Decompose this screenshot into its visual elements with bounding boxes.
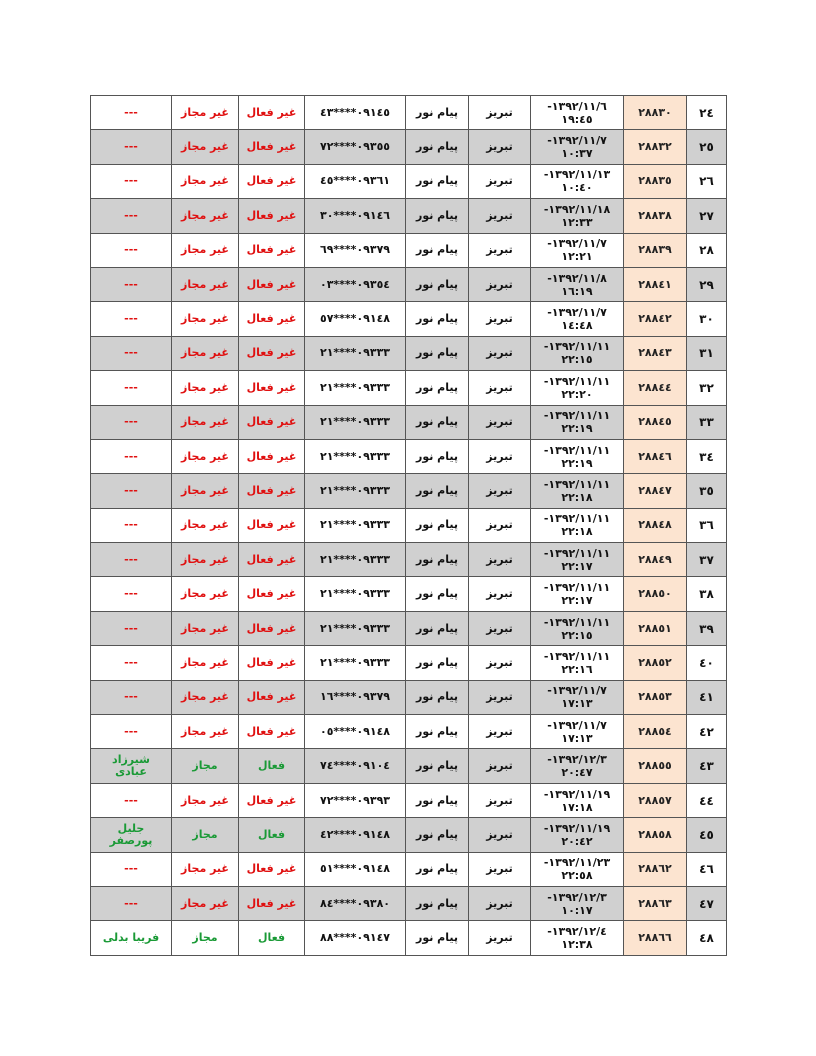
university-cell: پیام نور [406, 164, 469, 198]
record-code: ٢٨٨٥٢ [624, 646, 687, 680]
phone-cell: ٠٩٣٣٣****٢١ [305, 439, 406, 473]
university-cell: پیام نور [406, 199, 469, 233]
name-cell: --- [91, 199, 172, 233]
row-number: ٢٨ [687, 233, 727, 267]
university-cell: پیام نور [406, 96, 469, 130]
row-number: ٣٠ [687, 302, 727, 336]
permission-cell: مجاز [172, 921, 239, 955]
row-number: ٤١ [687, 680, 727, 714]
phone-cell: ٠٩١٤٨****٥١ [305, 852, 406, 886]
registration-date: ١٣٩٢/١١/٧- ١٤:٤٨ [531, 302, 624, 336]
university-cell: پیام نور [406, 886, 469, 920]
permission-cell: غیر مجاز [172, 715, 239, 749]
permission-cell: غیر مجاز [172, 680, 239, 714]
table-row [91, 543, 727, 577]
record-code: ٢٨٨٥٠ [624, 577, 687, 611]
registration-date: ١٣٩٢/١١/١١- ٢٢:١٥ [531, 611, 624, 645]
table-row [91, 680, 727, 714]
table-row [91, 646, 727, 680]
row-number: ٤٠ [687, 646, 727, 680]
university-cell: پیام نور [406, 543, 469, 577]
phone-cell: ٠٩١٤٧****٨٨ [305, 921, 406, 955]
permission-cell: غیر مجاز [172, 336, 239, 370]
university-cell: پیام نور [406, 577, 469, 611]
name-cell: --- [91, 680, 172, 714]
phone-cell: ٠٩٣٩٣****٧٢ [305, 783, 406, 817]
name-cell: --- [91, 439, 172, 473]
record-code: ٢٨٨٤٧ [624, 474, 687, 508]
name-cell: --- [91, 474, 172, 508]
registration-date: ١٣٩٢/١١/٧- ١٧:١٣ [531, 680, 624, 714]
record-code: ٢٨٨٣٨ [624, 199, 687, 233]
record-code: ٢٨٨٤٦ [624, 439, 687, 473]
row-number: ٣٧ [687, 543, 727, 577]
city-cell: تبریز [469, 302, 531, 336]
permission-cell: غیر مجاز [172, 96, 239, 130]
registration-date: ١٣٩٢/١١/١٩- ٢٠:٤٢ [531, 818, 624, 852]
permission-cell: غیر مجاز [172, 852, 239, 886]
table-row [91, 818, 727, 852]
table-row [91, 267, 727, 301]
table-row [91, 852, 727, 886]
status-cell: غیر فعال [239, 267, 305, 301]
permission-cell: غیر مجاز [172, 439, 239, 473]
university-cell: پیام نور [406, 130, 469, 164]
permission-cell: غیر مجاز [172, 164, 239, 198]
university-cell: پیام نور [406, 852, 469, 886]
status-cell: غیر فعال [239, 474, 305, 508]
record-code: ٢٨٨٥١ [624, 611, 687, 645]
record-code: ٢٨٨٦٣ [624, 886, 687, 920]
status-cell: غیر فعال [239, 680, 305, 714]
row-number: ٢٦ [687, 164, 727, 198]
permission-cell: غیر مجاز [172, 371, 239, 405]
table-row [91, 577, 727, 611]
city-cell: تبریز [469, 164, 531, 198]
name-cell: --- [91, 336, 172, 370]
record-code: ٢٨٨٥٥ [624, 749, 687, 783]
permission-cell: غیر مجاز [172, 577, 239, 611]
registration-date: ١٣٩٢/١١/١١- ٢٢:١٩ [531, 439, 624, 473]
record-code: ٢٨٨٦٦ [624, 921, 687, 955]
table-row [91, 474, 727, 508]
university-cell: پیام نور [406, 680, 469, 714]
permission-cell: غیر مجاز [172, 267, 239, 301]
permission-cell: غیر مجاز [172, 199, 239, 233]
status-cell: غیر فعال [239, 130, 305, 164]
phone-cell: ٠٩٣٦١****٤٥ [305, 164, 406, 198]
registration-date: ١٣٩٢/١١/٦- ١٩:٤٥ [531, 96, 624, 130]
name-cell: --- [91, 371, 172, 405]
city-cell: تبریز [469, 96, 531, 130]
table-row [91, 130, 727, 164]
row-number: ٢٥ [687, 130, 727, 164]
permission-cell: غیر مجاز [172, 405, 239, 439]
status-cell: غیر فعال [239, 199, 305, 233]
permission-cell: مجاز [172, 749, 239, 783]
table-row [91, 715, 727, 749]
status-cell: غیر فعال [239, 543, 305, 577]
name-cell: --- [91, 96, 172, 130]
registration-date: ١٣٩٢/١١/١١- ٢٢:١٩ [531, 405, 624, 439]
record-code: ٢٨٨٤٨ [624, 508, 687, 542]
phone-cell: ٠٩٣٣٣****٢١ [305, 474, 406, 508]
row-number: ٤٨ [687, 921, 727, 955]
permission-cell: غیر مجاز [172, 646, 239, 680]
university-cell: پیام نور [406, 371, 469, 405]
record-code: ٢٨٨٣٢ [624, 130, 687, 164]
status-cell: غیر فعال [239, 233, 305, 267]
phone-cell: ٠٩١٤٨****٤٢ [305, 818, 406, 852]
city-cell: تبریز [469, 474, 531, 508]
record-code: ٢٨٨٤٥ [624, 405, 687, 439]
city-cell: تبریز [469, 439, 531, 473]
permission-cell: غیر مجاز [172, 886, 239, 920]
table-body [91, 96, 727, 956]
university-cell: پیام نور [406, 749, 469, 783]
record-code: ٢٨٨٤٢ [624, 302, 687, 336]
phone-cell: ٠٩٣٣٣****٢١ [305, 336, 406, 370]
record-code: ٢٨٨٤٤ [624, 371, 687, 405]
city-cell: تبریز [469, 508, 531, 542]
row-number: ٢٤ [687, 96, 727, 130]
phone-cell: ٠٩١٤٨****٠٥ [305, 715, 406, 749]
table-row [91, 405, 727, 439]
name-cell: --- [91, 233, 172, 267]
registration-date: ١٣٩٢/١١/١١- ٢٢:١٧ [531, 543, 624, 577]
name-cell: --- [91, 130, 172, 164]
table-row [91, 611, 727, 645]
status-cell: غیر فعال [239, 852, 305, 886]
permission-cell: غیر مجاز [172, 130, 239, 164]
registration-date: ١٣٩٢/١١/١١- ٢٢:١٨ [531, 508, 624, 542]
row-number: ٤٢ [687, 715, 727, 749]
name-cell: --- [91, 611, 172, 645]
status-cell: غیر فعال [239, 715, 305, 749]
phone-cell: ٠٩٣٣٣****٢١ [305, 646, 406, 680]
name-cell: --- [91, 302, 172, 336]
table-row [91, 336, 727, 370]
record-code: ٢٨٨٣٥ [624, 164, 687, 198]
city-cell: تبریز [469, 233, 531, 267]
table-row [91, 783, 727, 817]
row-number: ٤٧ [687, 886, 727, 920]
name-cell: --- [91, 715, 172, 749]
status-cell: غیر فعال [239, 164, 305, 198]
registration-date: ١٣٩٢/١١/١١- ٢٢:١٧ [531, 577, 624, 611]
row-number: ٣١ [687, 336, 727, 370]
city-cell: تبریز [469, 680, 531, 714]
record-code: ٢٨٨٤٩ [624, 543, 687, 577]
row-number: ٣٥ [687, 474, 727, 508]
status-cell: غیر فعال [239, 336, 305, 370]
status-cell: فعال [239, 749, 305, 783]
city-cell: تبریز [469, 611, 531, 645]
city-cell: تبریز [469, 886, 531, 920]
city-cell: تبریز [469, 199, 531, 233]
university-cell: پیام نور [406, 715, 469, 749]
row-number: ٣٦ [687, 508, 727, 542]
registration-date: ١٣٩٢/١١/٧- ١٧:١٣ [531, 715, 624, 749]
name-cell: جلیل پورصفر [91, 818, 172, 852]
name-cell: --- [91, 267, 172, 301]
university-cell: پیام نور [406, 405, 469, 439]
phone-cell: ٠٩٣٣٣****٢١ [305, 405, 406, 439]
university-cell: پیام نور [406, 474, 469, 508]
name-cell: --- [91, 852, 172, 886]
registration-date: ١٣٩٢/١٢/٣- ١٠:١٧ [531, 886, 624, 920]
university-cell: پیام نور [406, 267, 469, 301]
record-code: ٢٨٨٦٢ [624, 852, 687, 886]
registrations-table [90, 95, 727, 956]
phone-cell: ٠٩٣٥٤****٠٣ [305, 267, 406, 301]
university-cell: پیام نور [406, 336, 469, 370]
name-cell: --- [91, 646, 172, 680]
name-cell: --- [91, 783, 172, 817]
permission-cell: مجاز [172, 818, 239, 852]
name-cell: --- [91, 405, 172, 439]
phone-cell: ٠٩٣٣٣****٢١ [305, 577, 406, 611]
city-cell: تبریز [469, 783, 531, 817]
phone-cell: ٠٩٣٣٣****٢١ [305, 371, 406, 405]
status-cell: فعال [239, 818, 305, 852]
row-number: ٣٩ [687, 611, 727, 645]
registration-date: ١٣٩٢/١١/١١- ٢٢:١٦ [531, 646, 624, 680]
name-cell: --- [91, 577, 172, 611]
city-cell: تبریز [469, 577, 531, 611]
table-row [91, 199, 727, 233]
registration-date: ١٣٩٢/١١/١٨- ١٢:٣٣ [531, 199, 624, 233]
registration-date: ١٣٩٢/١٢/٣- ٢٠:٤٧ [531, 749, 624, 783]
status-cell: غیر فعال [239, 611, 305, 645]
record-code: ٢٨٨٥٧ [624, 783, 687, 817]
university-cell: پیام نور [406, 302, 469, 336]
phone-cell: ٠٩٣٣٣****٢١ [305, 611, 406, 645]
status-cell: غیر فعال [239, 302, 305, 336]
university-cell: پیام نور [406, 646, 469, 680]
university-cell: پیام نور [406, 921, 469, 955]
record-code: ٢٨٨٣٠ [624, 96, 687, 130]
row-number: ٤٦ [687, 852, 727, 886]
table-row [91, 233, 727, 267]
row-number: ٢٩ [687, 267, 727, 301]
row-number: ٤٣ [687, 749, 727, 783]
phone-cell: ٠٩١٠٤****٧٤ [305, 749, 406, 783]
table-row [91, 439, 727, 473]
status-cell: فعال [239, 921, 305, 955]
status-cell: غیر فعال [239, 886, 305, 920]
status-cell: غیر فعال [239, 646, 305, 680]
row-number: ٢٧ [687, 199, 727, 233]
university-cell: پیام نور [406, 783, 469, 817]
row-number: ٣٣ [687, 405, 727, 439]
record-code: ٢٨٨٤١ [624, 267, 687, 301]
city-cell: تبریز [469, 921, 531, 955]
table-row [91, 96, 727, 130]
status-cell: غیر فعال [239, 783, 305, 817]
row-number: ٣٨ [687, 577, 727, 611]
university-cell: پیام نور [406, 611, 469, 645]
table-row [91, 164, 727, 198]
registration-date: ١٣٩٢/١٢/٤- ١٢:٣٨ [531, 921, 624, 955]
name-cell: --- [91, 543, 172, 577]
university-cell: پیام نور [406, 233, 469, 267]
permission-cell: غیر مجاز [172, 302, 239, 336]
table-row [91, 302, 727, 336]
city-cell: تبریز [469, 749, 531, 783]
row-number: ٤٥ [687, 818, 727, 852]
phone-cell: ٠٩٣٧٩****٦٩ [305, 233, 406, 267]
permission-cell: غیر مجاز [172, 233, 239, 267]
city-cell: تبریز [469, 130, 531, 164]
status-cell: غیر فعال [239, 439, 305, 473]
row-number: ٤٤ [687, 783, 727, 817]
phone-cell: ٠٩١٤٨****٥٧ [305, 302, 406, 336]
name-cell: فریبا بدلی [91, 921, 172, 955]
record-code: ٢٨٨٣٩ [624, 233, 687, 267]
university-cell: پیام نور [406, 508, 469, 542]
permission-cell: غیر مجاز [172, 611, 239, 645]
name-cell: شیرزاد عبادی [91, 749, 172, 783]
status-cell: غیر فعال [239, 405, 305, 439]
registration-date: ١٣٩٢/١١/٧- ١٢:٢١ [531, 233, 624, 267]
table-row [91, 749, 727, 783]
phone-cell: ٠٩٣٧٩****١٦ [305, 680, 406, 714]
permission-cell: غیر مجاز [172, 543, 239, 577]
record-code: ٢٨٨٤٣ [624, 336, 687, 370]
registration-date: ١٣٩٢/١١/١٣- ١٠:٤٠ [531, 164, 624, 198]
status-cell: غیر فعال [239, 96, 305, 130]
city-cell: تبریز [469, 543, 531, 577]
permission-cell: غیر مجاز [172, 474, 239, 508]
city-cell: تبریز [469, 371, 531, 405]
permission-cell: غیر مجاز [172, 508, 239, 542]
table-row [91, 886, 727, 920]
phone-cell: ٠٩١٤٦****٣٠ [305, 199, 406, 233]
name-cell: --- [91, 508, 172, 542]
name-cell: --- [91, 164, 172, 198]
phone-cell: ٠٩٣٣٣****٢١ [305, 543, 406, 577]
university-cell: پیام نور [406, 439, 469, 473]
phone-cell: ٠٩٣٥٥****٧٢ [305, 130, 406, 164]
registration-date: ١٣٩٢/١١/١١- ٢٢:٢٠ [531, 371, 624, 405]
status-cell: غیر فعال [239, 508, 305, 542]
registration-date: ١٣٩٢/١١/٧- ١٠:٣٧ [531, 130, 624, 164]
registration-date: ١٣٩٢/١١/١١- ٢٢:١٥ [531, 336, 624, 370]
city-cell: تبریز [469, 405, 531, 439]
phone-cell: ٠٩١٤٥****٤٣ [305, 96, 406, 130]
phone-cell: ٠٩٣٣٣****٢١ [305, 508, 406, 542]
table-row [91, 508, 727, 542]
city-cell: تبریز [469, 852, 531, 886]
table-row [91, 921, 727, 955]
registration-date: ١٣٩٢/١١/١٩- ١٧:١٨ [531, 783, 624, 817]
city-cell: تبریز [469, 336, 531, 370]
permission-cell: غیر مجاز [172, 783, 239, 817]
status-cell: غیر فعال [239, 577, 305, 611]
city-cell: تبریز [469, 267, 531, 301]
row-number: ٣٢ [687, 371, 727, 405]
status-cell: غیر فعال [239, 371, 305, 405]
registration-date: ١٣٩٢/١١/٢٣- ٢٢:٥٨ [531, 852, 624, 886]
phone-cell: ٠٩٣٨٠****٨٤ [305, 886, 406, 920]
record-code: ٢٨٨٥٨ [624, 818, 687, 852]
name-cell: --- [91, 886, 172, 920]
city-cell: تبریز [469, 818, 531, 852]
table-row [91, 371, 727, 405]
row-number: ٣٤ [687, 439, 727, 473]
city-cell: تبریز [469, 715, 531, 749]
registration-date: ١٣٩٢/١١/٨- ١٦:١٩ [531, 267, 624, 301]
registration-date: ١٣٩٢/١١/١١- ٢٢:١٨ [531, 474, 624, 508]
university-cell: پیام نور [406, 818, 469, 852]
city-cell: تبریز [469, 646, 531, 680]
record-code: ٢٨٨٥٣ [624, 680, 687, 714]
record-code: ٢٨٨٥٤ [624, 715, 687, 749]
